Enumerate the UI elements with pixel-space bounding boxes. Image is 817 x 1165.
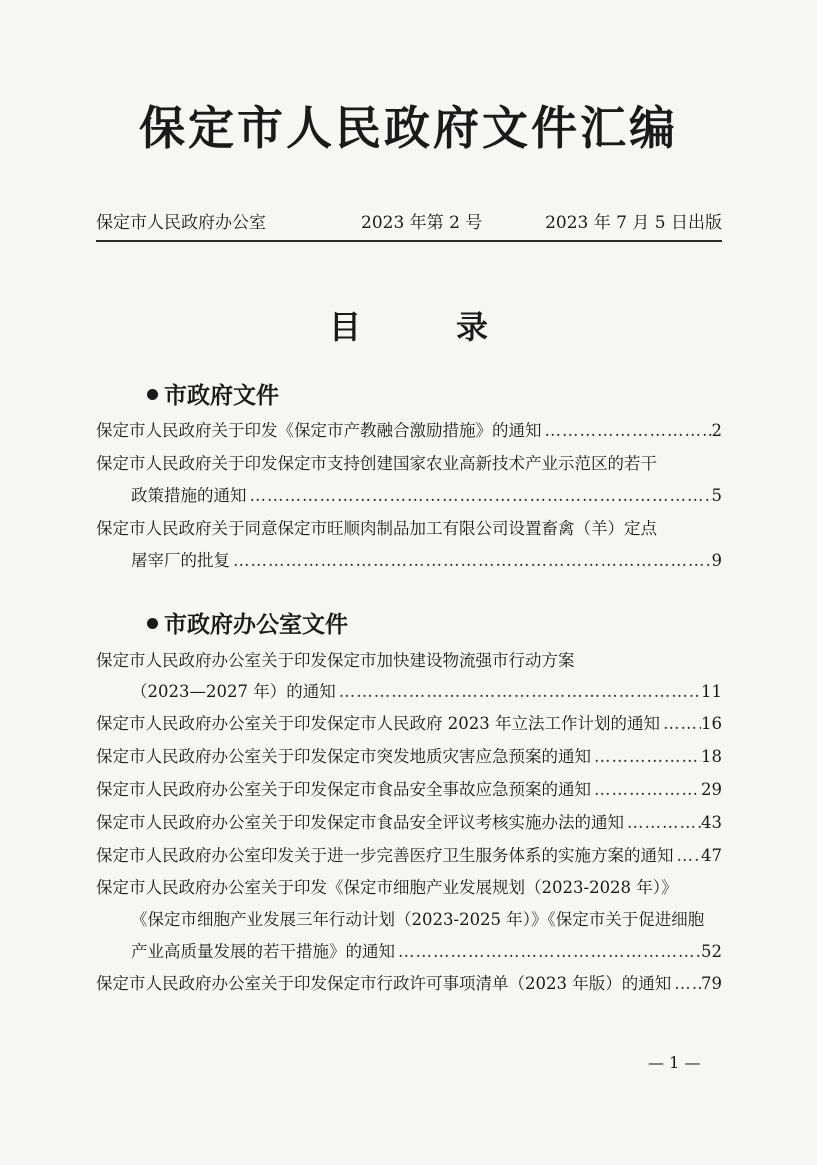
dot-leader <box>624 811 701 835</box>
toc-entry-title: 保定市人民政府关于印发《保定市产教融合激励措施》的通知 <box>96 421 542 440</box>
toc-entry[interactable] <box>96 778 722 802</box>
toc-entry[interactable] <box>131 484 722 508</box>
toc-entry-title[interactable]: 保定市人民政府办公室关于印发保定市加快建设物流强市行动方案 <box>96 651 575 670</box>
dot-leader <box>230 549 712 573</box>
toc-entry-page: 9 <box>711 551 722 570</box>
toc-entry-page: 29 <box>701 780 722 799</box>
document-title: 保定市人民政府文件汇编 <box>139 101 678 155</box>
dot-leader <box>591 778 701 802</box>
toc-entry-page: 43 <box>701 813 722 832</box>
dot-leader <box>247 484 712 508</box>
toc-entry-title: 保定市人民政府办公室关于印发保定市食品安全评议考核实施办法的通知 <box>96 813 624 832</box>
dot-leader <box>542 419 712 443</box>
section-heading <box>147 610 348 640</box>
toc-entry-page: 2 <box>711 421 722 440</box>
toc-entry-page: 47 <box>701 846 722 865</box>
toc-entry[interactable] <box>96 972 722 996</box>
section-heading-label: 市政府文件 <box>164 382 279 409</box>
toc-entry-page: 18 <box>701 747 722 766</box>
bullet-icon <box>147 389 158 400</box>
toc-entry[interactable] <box>131 680 722 704</box>
toc-entry-title: 保定市人民政府办公室关于印发保定市人民政府 2023 年立法工作计划的通知 <box>96 714 660 733</box>
section-heading-label: 市政府办公室文件 <box>164 611 348 638</box>
publish-date: 2023 年 7 月 5 日出版 <box>545 213 722 233</box>
toc-entry[interactable] <box>96 745 722 769</box>
toc-entry-title-continued: 产业高质量发展的若干措施》的通知 <box>131 942 395 961</box>
toc-entry[interactable] <box>96 811 722 835</box>
section-heading <box>147 381 279 411</box>
toc-entry-title: 保定市人民政府办公室印发关于进一步完善医疗卫生服务体系的实施方案的通知 <box>96 846 674 865</box>
toc-entry-title[interactable]: 保定市人民政府关于印发保定市支持创建国家农业高新技术产业示范区的若干 <box>96 454 657 473</box>
toc-entry-title-continued: （2023—2027 年）的通知 <box>131 682 336 701</box>
toc-entry-title-continued[interactable]: 《保定市细胞产业发展三年行动计划（2023-2025 年）》《保定市关于促进细胞 <box>131 910 705 929</box>
toc-heading: 目录 <box>328 308 583 346</box>
toc-entry[interactable] <box>96 844 722 868</box>
page-number: — 1 — <box>648 1053 701 1072</box>
header-divider <box>96 240 722 242</box>
toc-entry[interactable] <box>96 712 722 736</box>
bullet-icon <box>147 618 158 629</box>
toc-entry-title: 保定市人民政府办公室关于印发保定市行政许可事项清单（2023 年版）的通知 <box>96 974 672 993</box>
toc-entry-title[interactable]: 保定市人民政府办公室关于印发《保定市细胞产业发展规划（2023-2028 年）》 <box>96 878 678 897</box>
toc-entry-title: 保定市人民政府办公室关于印发保定市突发地质灾害应急预案的通知 <box>96 747 591 766</box>
toc-entry-page: 5 <box>711 486 722 505</box>
toc-entry[interactable] <box>131 940 722 964</box>
toc-entry[interactable] <box>96 419 722 443</box>
dot-leader <box>591 745 701 769</box>
dot-leader <box>395 940 701 964</box>
dot-leader <box>674 844 702 868</box>
issue-number: 2023 年第 2 号 <box>361 213 483 233</box>
dot-leader <box>336 680 701 704</box>
toc-entry-title[interactable]: 保定市人民政府关于同意保定市旺顺肉制品加工有限公司设置畜禽（羊）定点 <box>96 519 657 538</box>
toc-entry-page: 11 <box>701 682 722 701</box>
toc-entry-page: 79 <box>701 974 722 993</box>
issue-info-row <box>96 211 722 235</box>
publisher-label: 保定市人民政府办公室 <box>96 213 266 233</box>
toc-entry-page: 16 <box>701 714 722 733</box>
toc-entry[interactable] <box>131 549 722 573</box>
toc-entry-page: 52 <box>701 942 722 961</box>
dot-leader <box>671 972 701 996</box>
dot-leader <box>660 712 701 736</box>
toc-entry-title-continued: 屠宰厂的批复 <box>131 551 230 570</box>
toc-entry-title: 保定市人民政府办公室关于印发保定市食品安全事故应急预案的通知 <box>96 780 591 799</box>
toc-entry-title-continued: 政策措施的通知 <box>131 486 247 505</box>
